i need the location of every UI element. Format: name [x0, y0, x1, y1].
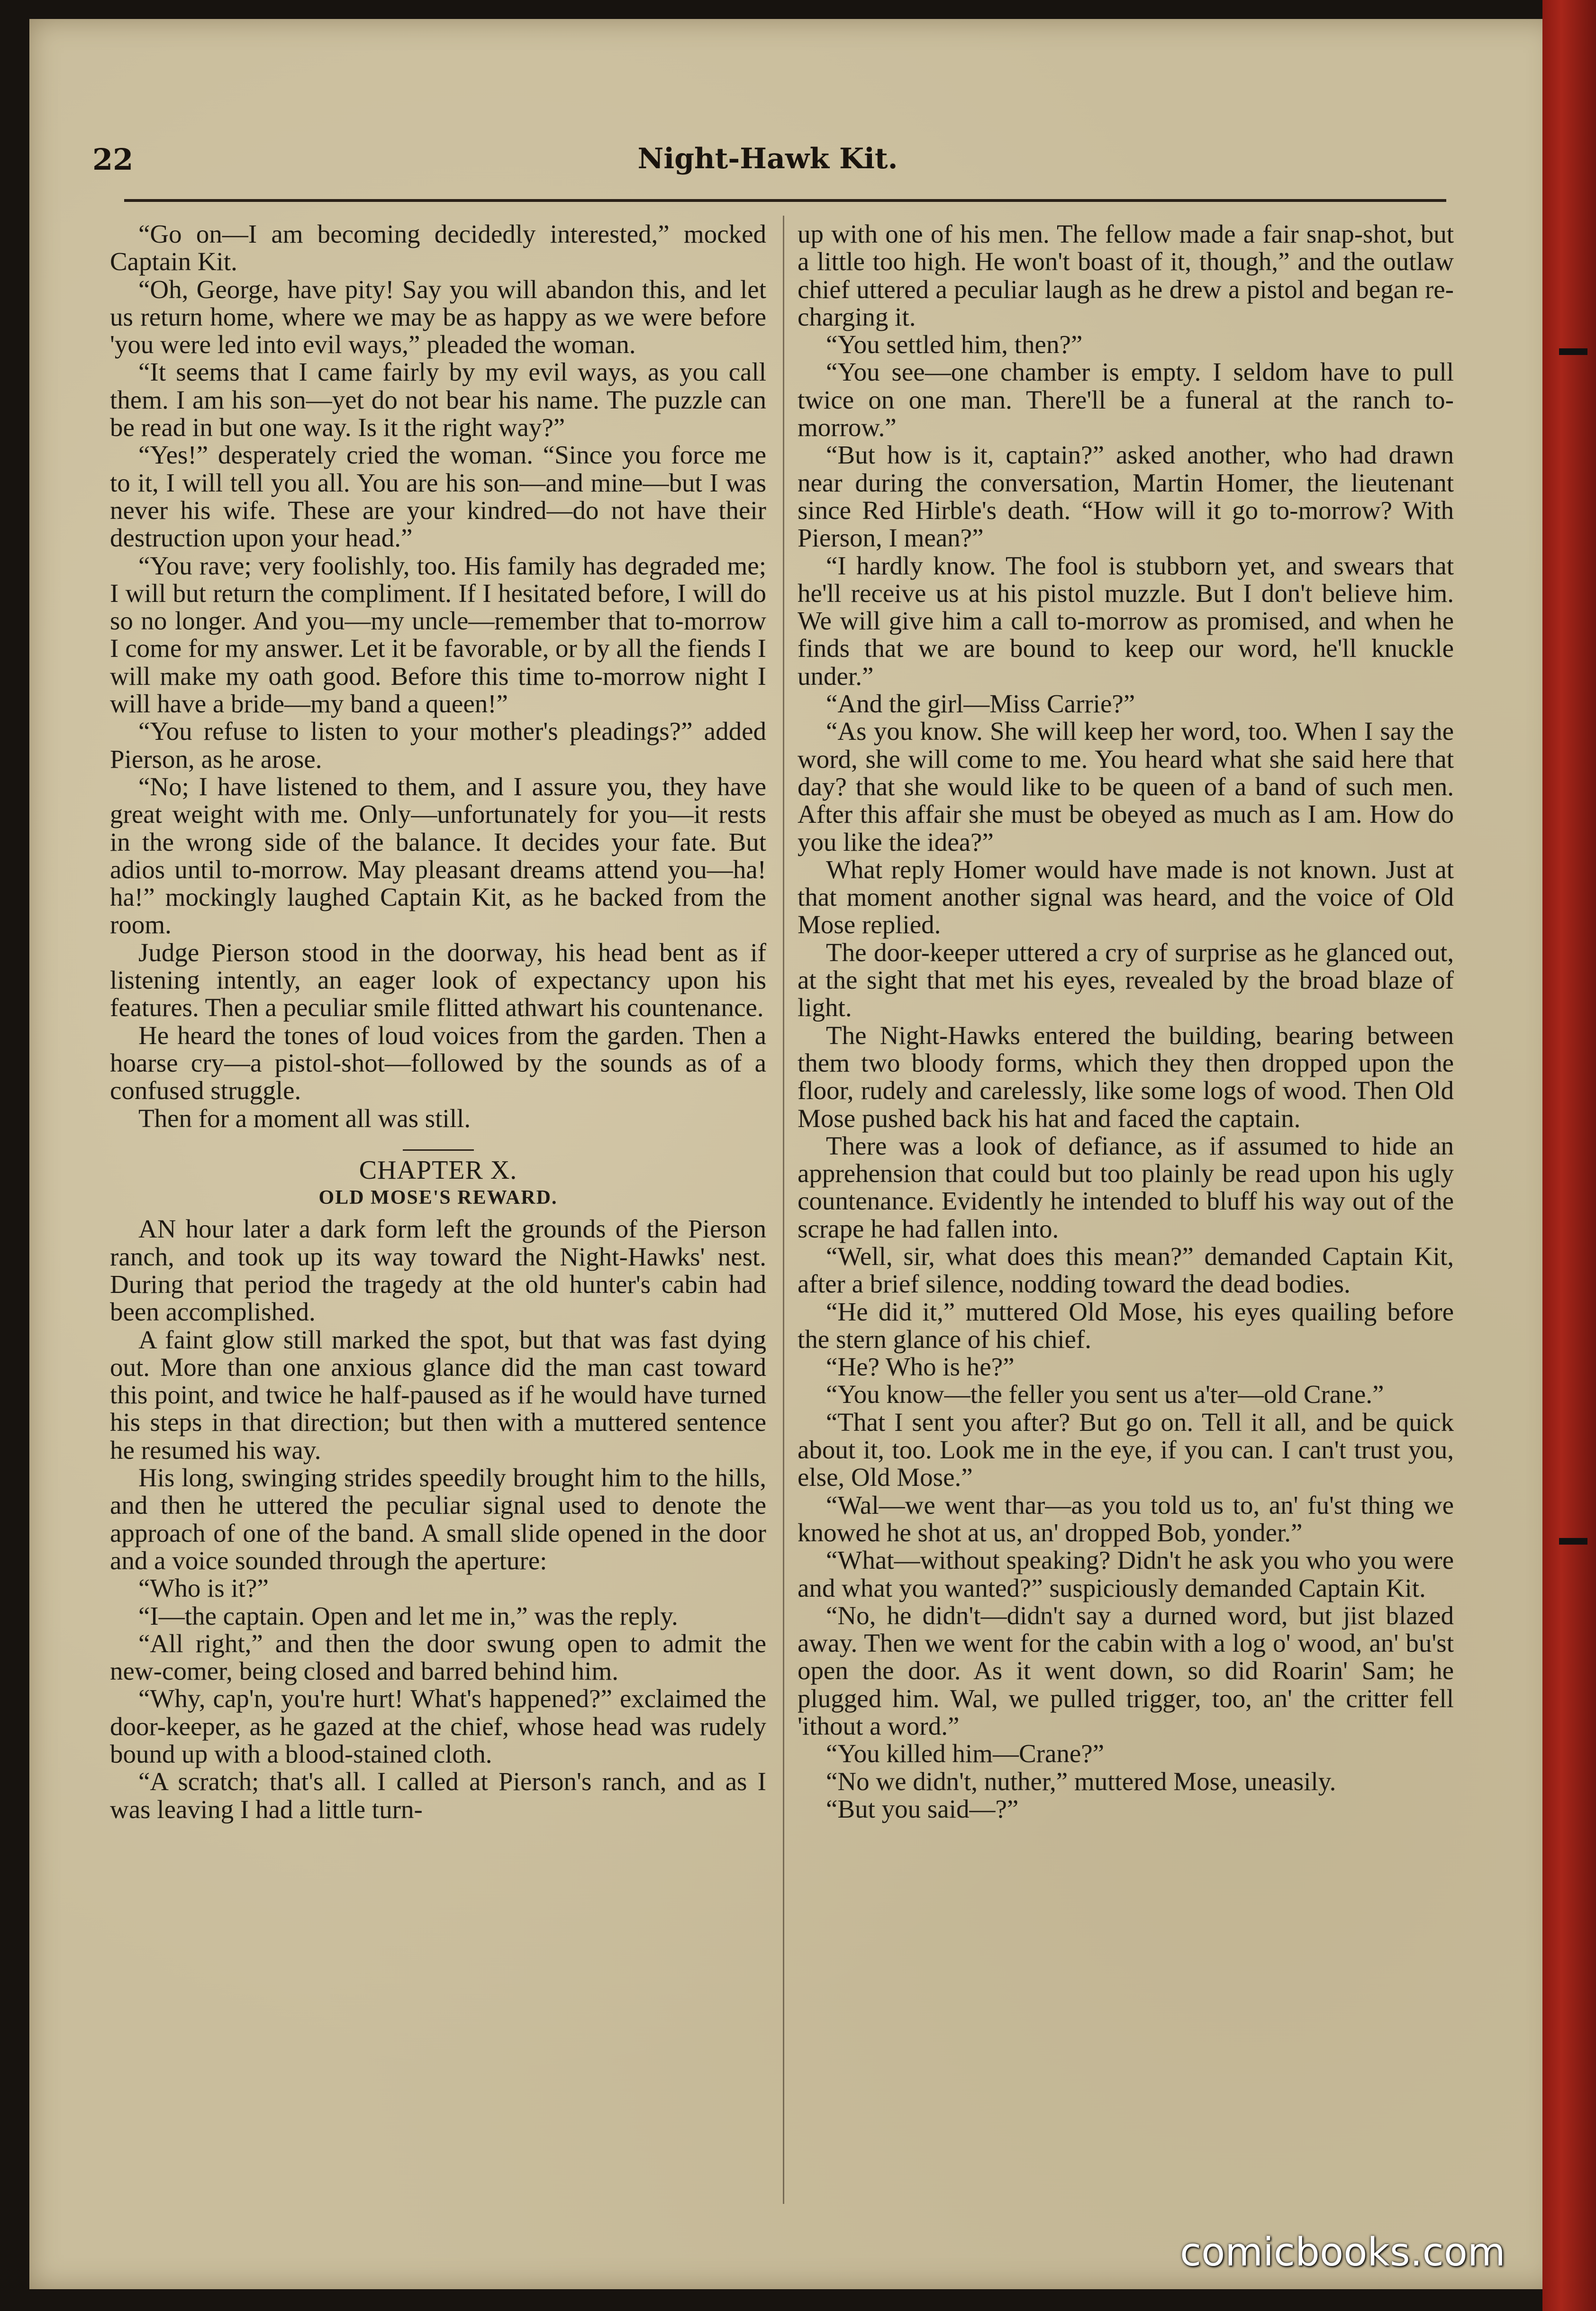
- paragraph: He heard the tones of loud voices from the garden. Then a hoarse cry—a pistol-shot—followed by the sounds as of a confused struggle.: [110, 1020, 766, 1105]
- right-column: [798, 220, 1454, 1823]
- running-title: Night-Hawk Kit.: [637, 142, 898, 175]
- paragraph: “All right,” and then the door swung open to admit the new-comer, being closed and barred behind him.: [110, 1629, 766, 1686]
- chapter-rule: [403, 1149, 474, 1151]
- paragraph: “Oh, George, have pity! Say you will abandon this, and let us return home, where we may be as happy as we were before 'you were led into evil ways,” pleaded the woman.: [110, 274, 766, 359]
- chapter-subtitle: OLD MOSE'S REWARD.: [318, 1187, 558, 1209]
- paragraph: The Night-Hawks entered the building, bearing between them two bloody forms, which they then dropped upon the floor, rudely and carelessly, like some logs of wood. Then Old Mose pushed back his hat and faced the captain.: [798, 1020, 1454, 1133]
- header-rule: [124, 199, 1446, 202]
- paragraph: “You killed him—Crane?”: [826, 1739, 1105, 1768]
- paragraph: “That I sent you after? But go on. Tell it all, and be quick about it, too. Look me in the eye, if you can. I can't trust you, else, Old Mose.”: [798, 1407, 1454, 1492]
- page-number: 22: [92, 142, 134, 177]
- left-column: [110, 220, 766, 1823]
- paragraph: There was a look of defiance, as if assumed to hide an apprehension that could but too plainly be read upon his ugly countenance. Evidently he intended to bluff his way out of the scrape he had fallen into.: [798, 1131, 1454, 1243]
- chapter-title: CHAPTER X.: [359, 1155, 517, 1185]
- paragraph: “Well, sir, what does this mean?” demanded Captain Kit, after a brief silence, nodding toward the dead bodies.: [798, 1241, 1454, 1299]
- paragraph: The door-keeper uttered a cry of surprise as he glanced out, at the sight that met his eyes, revealed by the broad blaze of light.: [798, 937, 1454, 1022]
- paragraph: up with one of his men. The fellow made a fair snap-shot, but a little too high. He won't boast of it, though,” and the outlaw chief uttered a peculiar laugh as he drew a pistol and began re-charging it.: [798, 219, 1454, 331]
- paragraph: “Go on—I am becoming decidedly interested,” mocked Captain Kit.: [110, 219, 766, 276]
- paragraph: “As you know. She will keep her word, too. When I say the word, she will come to me. You heard what she said here that day? that she would like to be queen of a band of such men. After this affair she must be obeyed as much as I am. How do you like the idea?”: [798, 717, 1454, 856]
- paragraph: “He did it,” muttered Old Mose, his eyes quailing before the stern glance of his chief.: [798, 1297, 1454, 1354]
- paragraph: “A scratch; that's all. I called at Pierson's ranch, and as I was leaving I had a little turn-: [110, 1767, 766, 1824]
- paragraph: AN hour later a dark form left the grounds of the Pierson ranch, and took up its way toward the Night-Hawks' nest. During that period the tragedy at the old hunter's cabin had been accomplished.: [110, 1214, 766, 1327]
- paragraph: “He? Who is he?”: [826, 1352, 1015, 1382]
- page-edge-tab-icon: [1559, 1538, 1587, 1545]
- paragraph: “No, he didn't—didn't say a durned word, but jist blazed away. Then we went for the cabin with a log o' wood, an' bu'st open the door. As it went down, so did Roarin' Sam; he plugged him. Wal, we pulled trigger, too, an' the critter fell 'ithout a word.”: [798, 1601, 1454, 1741]
- paragraph: “But how is it, captain?” asked another, who had drawn near during the conversation, Martin Homer, the lieutenant since Red Hirble's death. “How will it go to-morrow? With Pierson, I mean?”: [798, 440, 1454, 553]
- paragraph: “No; I have listened to them, and I assure you, they have great weight with me. Only—unfortunately for you—it rests in the wrong side of the balance. It decides your fate. But adios until to-morrow. May pleasant dreams attend you—ha! ha!” mockingly laughed Captain Kit, as he backed from the room.: [110, 772, 766, 939]
- paragraph: A faint glow still marked the spot, but that was fast dying out. More than one anxious glance did the man cast toward this point, and twice he half-paused as if he would have turned his steps in that direction; but then with a muttered sentence he resumed his way.: [110, 1325, 766, 1465]
- paragraph: “Why, cap'n, you're hurt! What's happened?” exclaimed the door-keeper, as he gazed at the chief, whose head was rudely bound up with a blood-stained cloth.: [110, 1684, 766, 1769]
- book-spine-edge: [1542, 0, 1596, 2311]
- paragraph: “What—without speaking? Didn't he ask you who you were and what you wanted?” suspiciously demanded Captain Kit.: [798, 1546, 1454, 1602]
- paragraph: His long, swinging strides speedily brought him to the hills, and then he uttered the peculiar signal used to denote the approach of one of the band. A small slide opened in the door and a voice sounded through the aperture:: [110, 1463, 766, 1575]
- paragraph: “Who is it?”: [138, 1574, 269, 1603]
- paragraph: “But you said—?”: [826, 1794, 1019, 1823]
- paragraph: “Yes!” desperately cried the woman. “Since you force me to it, I will tell you all. You are his son—and mine—but I was never his wife. These are your kindred—do not have their destruction upon your head.”: [110, 440, 766, 553]
- paragraph: “You know—the feller you sent us a'ter—old Crane.”: [826, 1380, 1384, 1409]
- paragraph: “You settled him, then?”: [826, 330, 1083, 359]
- watermark-logo: comicbooks.com: [1180, 2230, 1505, 2275]
- paragraph: “You refuse to listen to your mother's pleadings?” added Pierson, as he arose.: [110, 717, 766, 773]
- page-header: [92, 142, 1443, 185]
- paragraph: “I hardly know. The fool is stubborn yet, and swears that he'll receive us at his pistol muzzle. But I don't believe him. We will give him a call to-morrow as promised, and when he finds that we are bound to keep our word, he'll knuckle under.”: [798, 551, 1454, 691]
- paragraph: “Wal—we went thar—as you told us to, an' fu'st thing we knowed he shot at us, an' dropped Bob, yonder.”: [798, 1490, 1454, 1547]
- paragraph: “I—the captain. Open and let me in,” was the reply.: [138, 1601, 678, 1630]
- paragraph: “And the girl—Miss Carrie?”: [826, 689, 1135, 719]
- paragraph: Then for a moment all was still.: [138, 1103, 471, 1133]
- paragraph: “No we didn't, nuther,” muttered Mose, uneasily.: [826, 1766, 1336, 1796]
- paragraph: What reply Homer would have made is not known. Just at that moment another signal was heard, and the voice of Old Mose replied.: [798, 855, 1454, 939]
- column-divider: [783, 216, 784, 2204]
- paragraph: “You rave; very foolishly, too. His family has degraded me; I will but return the compliment. If I hesitated before, I will do so no longer. And you—my uncle—remember that to-morrow I come for my answer. Let it be favorable, or by all the fiends I will make my oath good. Before this time to-morrow night I will have a bride—my band a queen!”: [110, 551, 766, 719]
- paragraph: Judge Pierson stood in the doorway, his head bent as if listening intently, an eager look of expectancy upon his features. Then a peculiar smile flitted athwart his countenance.: [110, 937, 766, 1022]
- paragraph: “It seems that I came fairly by my evil ways, as you call them. I am his son—yet do not bear his name. The puzzle can be read in but one way. Is it the right way?”: [110, 357, 766, 442]
- paragraph: “You see—one chamber is empty. I seldom have to pull twice on one man. There'll be a funeral at the ranch to-morrow.”: [798, 357, 1454, 442]
- page-edge-tab-icon: [1559, 348, 1587, 355]
